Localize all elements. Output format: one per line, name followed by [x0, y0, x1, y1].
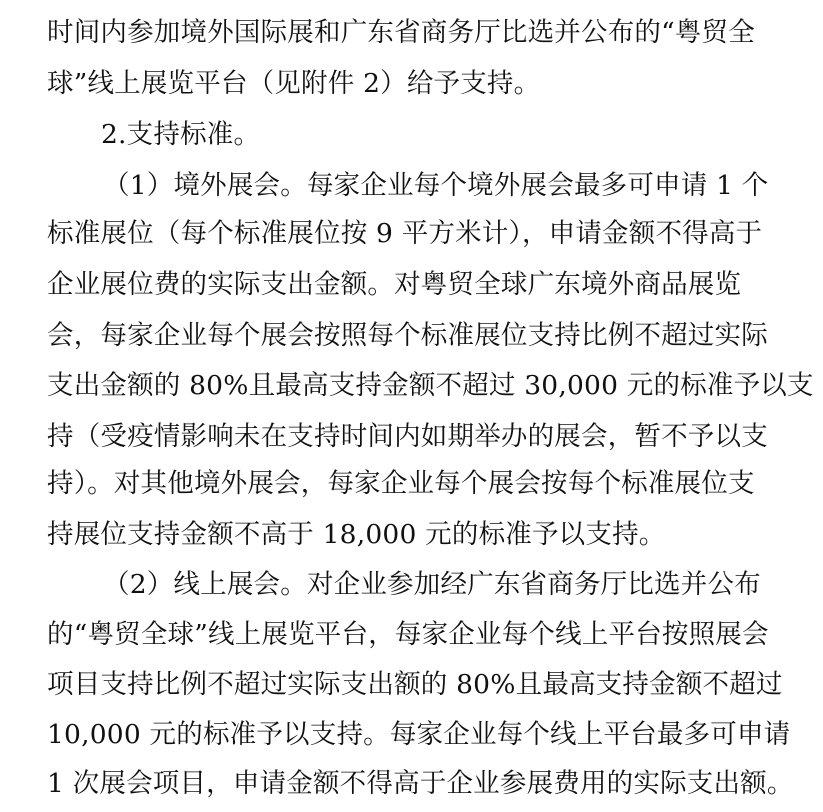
text-line: 球”线上展览平台（见附件 2）给予支持。: [47, 68, 541, 99]
text-line: 项目支持比例不超过实际支出额的 80%且最高支持金额不超过: [47, 669, 783, 700]
text-line: 的“粤贸全球”线上展览平台，每家企业每个线上平台按照展会: [47, 619, 769, 650]
text-line: 10,000 元的标准予以支持。每家企业每个线上平台最多可申请: [47, 719, 791, 750]
text-line: （2）线上展会。对企业参加经广东省商务厅比选并公布: [103, 569, 761, 600]
text-line: 支出金额的 80%且最高支持金额不超过 30,000 元的标准予以支: [47, 370, 814, 401]
text-line: （1）境外展会。每家企业每个境外展会最多可申请 1 个: [103, 170, 769, 201]
text-line: 持）。对其他境外展会，每家企业每个展会按每个标准展位支: [47, 468, 755, 499]
text-line: 会，每家企业每个展会按照每个标准展位支持比例不超过实际: [47, 320, 768, 351]
section-heading: 2.支持标准。: [101, 119, 261, 150]
text-line: 1 次展会项目，申请金额不得高于企业参展费用的实际支出额。: [47, 768, 794, 799]
text-line: 企业展位费的实际支出金额。对粤贸全球广东境外商品展览: [47, 269, 742, 300]
text-line: 时间内参加境外国际展和广东省商务厅比选并公布的“粤贸全: [47, 17, 755, 48]
text-line: 持展位支持金额不高于 18,000 元的标准予以支持。: [47, 519, 666, 550]
text-line: 持（受疫情影响未在支持时间内如期举办的展会，暂不予以支: [47, 421, 768, 452]
text-line: 标准展位（每个标准展位按 9 平方米计），申请金额不得高于: [47, 218, 763, 249]
